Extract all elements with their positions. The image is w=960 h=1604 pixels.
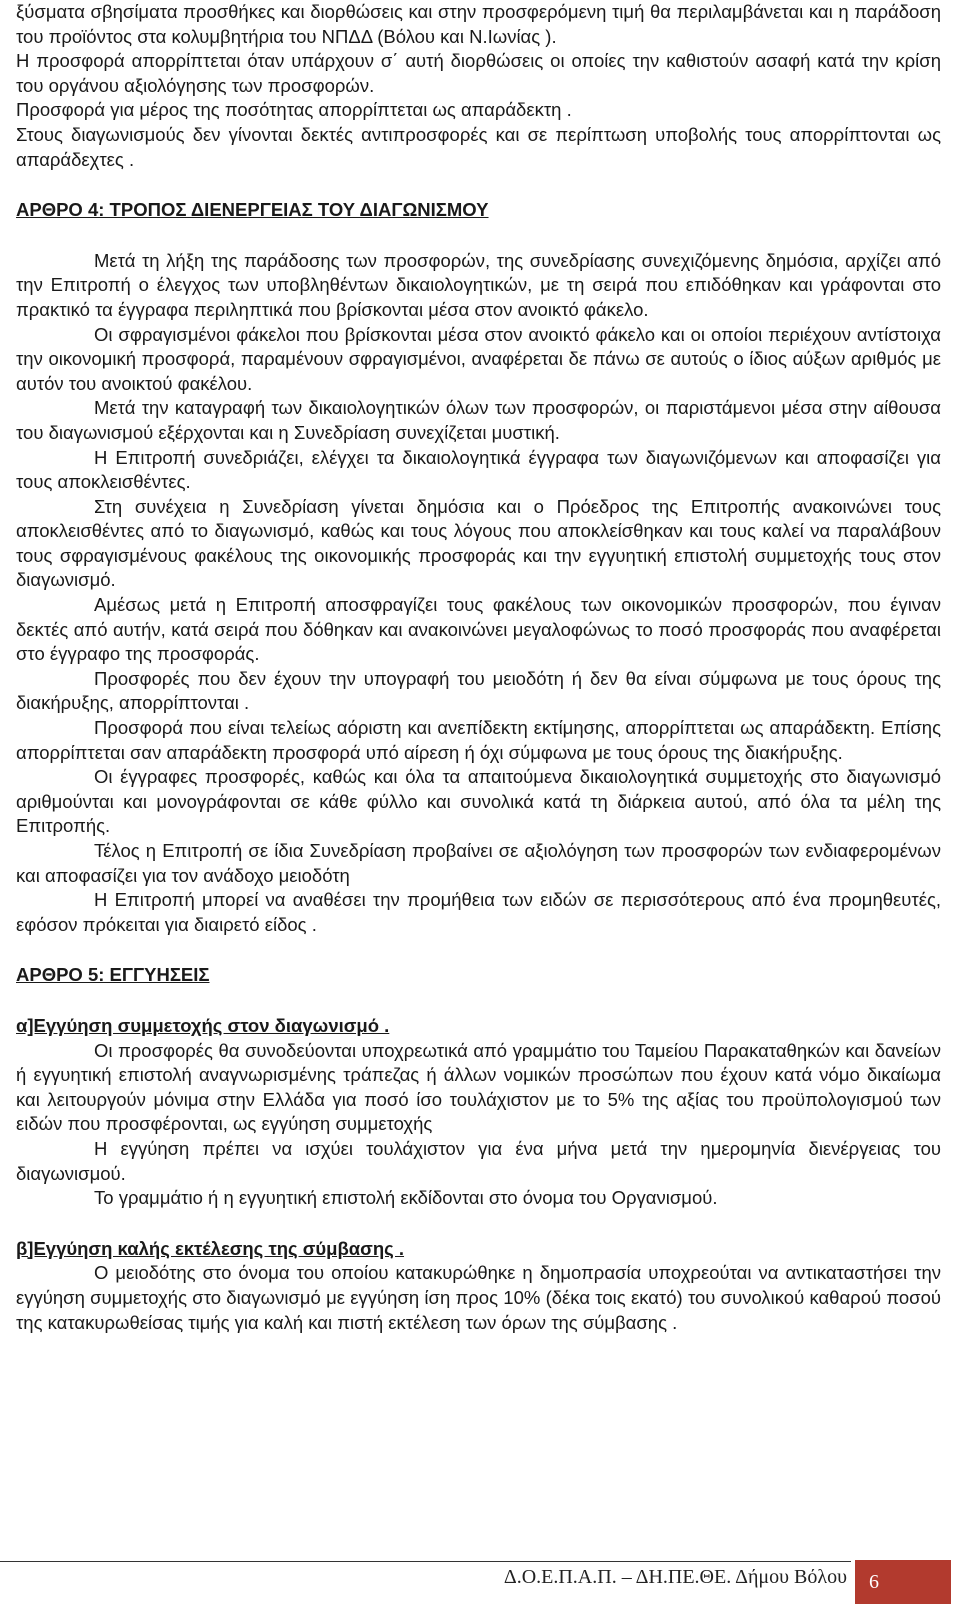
paragraph: Η εγγύηση πρέπει να ισχύει τουλάχιστον για ένα μήνα μετά την ημερομηνία διενέργειας του διαγωνισμού. xyxy=(16,1137,941,1184)
paragraph: Οι σφραγισμένοι φάκελοι που βρίσκονται μέσα στον ανοικτό φάκελο και οι οποίοι περιέχουν αντίστοιχα την οικονομική προσφορά, παραμένουν σφραγισμένοι, αναφέρεται δε πάνω σε αυτούς ο ίδιος αύξων αριθμός με αυτόν του ανοικτού φακέλου. xyxy=(16,323,941,394)
subsection-b-heading: β]Εγγύηση καλής εκτέλεσης της σύμβασης . xyxy=(16,1237,405,1259)
paragraph: Η προσφορά απορρίπτεται όταν υπάρχουν σ΄ αυτή διορθώσεις οι οποίες την καθιστούν ασαφή κατά την κρίση του οργάνου αξιολόγησης των προσφορών. xyxy=(16,50,941,96)
paragraph: Προσφορές που δεν έχουν την υπογραφή του μειοδότη ή δεν θα είναι σύμφωνα με τους όρους της διακήρυξης, απορρίπτονται . xyxy=(16,667,941,714)
paragraph: Το γραμμάτιο ή η εγγυητική επιστολή εκδίδονται στο όνομα του Οργανισμού. xyxy=(94,1187,718,1209)
paragraph: Η Επιτροπή συνεδριάζει, ελέγχει τα δικαιολογητικά έγγραφα των διαγωνιζόμενων και αποφασίζει για τους αποκλεισθέντες. xyxy=(16,446,941,493)
footer-divider xyxy=(0,1561,851,1562)
page-number: 6 xyxy=(855,1560,951,1604)
article-5-heading: ΑΡΘΡΟ 5: ΕΓΓΥΗΣΕΙΣ xyxy=(16,964,210,986)
paragraph: Στους διαγωνισμούς δεν γίνονται δεκτές αντιπροσφορές και σε περίπτωση υποβολής τους απορρίπτονται ως απαράδεχτες . xyxy=(16,123,941,170)
subsection-a-heading: α]Εγγύηση συμμετοχής στον διαγωνισμό . xyxy=(16,1014,390,1036)
paragraph: Μετά την καταγραφή των δικαιολογητικών όλων των προσφορών, οι παριστάμενοι μέσα στην αίθουσα του διαγωνισμού εξέρχονται και η Συνεδρίαση συνεχίζεται μυστική. xyxy=(16,397,941,443)
paragraph: Στη συνέχεια η Συνεδρίαση γίνεται δημόσια και ο Πρόεδρος της Επιτροπής ανακοινώνει τους αποκλεισθέντες από το διαγωνισμό, καθώς και τους λόγους που αποκλείσθηκαν και τους καλεί να παραλάβουν τους σφραγισμένους φακέλους της οικονομικής προσφοράς και την εγγυητική επιστολή συμμετοχής τους στον διαγωνισμό. xyxy=(16,495,941,591)
paragraph: Οι έγγραφες προσφορές, καθώς και όλα τα απαιτούμενα δικαιολογητικά συμμετοχής στο διαγωνισμό αριθμούνται και μονογράφονται σε κάθε φύλλο και συνολικά κατά τη διάρκεια αυτού, από όλα τα μέλη της Επιτροπής. xyxy=(16,766,941,837)
paragraph: Αμέσως μετά η Επιτροπή αποσφραγίζει τους φακέλους των οικονομικών προσφορών, που έγιναν δεκτές από αυτήν, κατά σειρά που δόθηκαν και ανακοινώνει μεγαλοφώνως το ποσό προσφοράς που αναφέρεται στο έγγραφο της προσφοράς. xyxy=(16,594,941,665)
paragraph: Μετά τη λήξη της παράδοσης των προσφορών, της συνεδρίασης συνεχιζόμενης δημόσια, αρχίζει από την Επιτροπή ο έλεγχος των υποβληθέντων δικαιολογητικών, με τη σειρά που επιδόθηκαν και γράφονται στο πρακτικό τα έγγραφα περιληπτικά που βρίσκονται μέσα στον ανοικτό φάκελο. xyxy=(16,249,941,320)
paragraph: Η Επιτροπή μπορεί να αναθέσει την προμήθεια των ειδών σε περισσότερους από ένα προμηθευτές, εφόσον πρόκειται για διαιρετό είδος . xyxy=(16,889,941,935)
article-4-heading: ΑΡΘΡΟ 4: ΤΡΟΠΟΣ ΔΙΕΝΕΡΓΕΙΑΣ ΤΟΥ ΔΙΑΓΩΝΙΣΜΟΥ xyxy=(16,199,489,221)
paragraph: Τέλος η Επιτροπή σε ίδια Συνεδρίαση προβαίνει σε αξιολόγηση των προσφορών των ενδιαφερομένων και αποφασίζει για τον ανάδοχο μειοδότη xyxy=(16,840,941,886)
document-page xyxy=(16,0,941,1335)
paragraph: Οι προσφορές θα συνοδεύονται υποχρεωτικά από γραμμάτιο του Ταμείου Παρακαταθηκών και δανείων ή εγγυητική επιστολή αναγνωρισμένης τράπεζας ή άλλων νομικών προσώπων που έχουν κατά νόμο δικαίωμα και λειτουργούν μόνιμα στην Ελλάδα για ποσό ίσο τουλάχιστον με το 5% της αξίας του προϋπολογισμού των ειδών που προσφέρονται, ως εγγύηση συμμετοχής xyxy=(16,1039,941,1135)
footer-text: Δ.Ο.Ε.Π.Α.Π. – ΔΗ.ΠΕ.ΘΕ. Δήμου Βόλου xyxy=(503,1566,847,1588)
paragraph: Προσφορά για μέρος της ποσότητας απορρίπτεται ως απαράδεκτη . xyxy=(16,99,572,121)
paragraph: ξύσματα σβησίματα προσθήκες και διορθώσεις και στην προσφερόμενη τιμή θα περιλαμβάνεται και η παράδοση του προϊόντος στα κολυμβητήρια του ΝΠΔΔ (Βόλου και Ν.Ιωνίας ). xyxy=(16,1,941,47)
paragraph: Προσφορά που είναι τελείως αόριστη και ανεπίδεκτη εκτίμησης, απορρίπτεται ως απαράδεκτη. Επίσης απορρίπτεται σαν απαράδεκτη προσφορά υπό αίρεση ή όχι σύμφωνα με τους όρους της διακήρυξης. xyxy=(16,717,941,763)
paragraph: Ο μειοδότης στο όνομα του οποίου κατακυρώθηκε η δημοπρασία υποχρεούται να αντικαταστήσει την εγγύηση συμμετοχής στο διαγωνισμό με εγγύηση ίση προς 10% (δέκα τοις εκατό) του συνολικού καθαρού ποσού της κατακυρωθείσας τιμής για καλή και πιστή εκτέλεση των όρων της σύμβασης . xyxy=(16,1262,941,1333)
